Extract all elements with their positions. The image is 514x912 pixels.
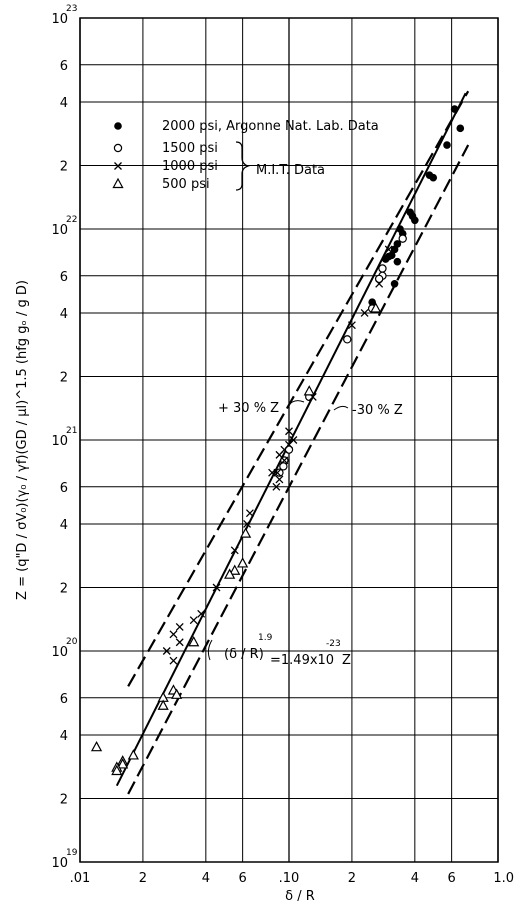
data-point bbox=[170, 657, 177, 664]
data-point bbox=[246, 510, 253, 517]
legend-entry-label: 500 psi bbox=[162, 177, 210, 192]
line-correlation bbox=[117, 93, 466, 785]
x-tick-label: .10 bbox=[278, 871, 300, 886]
data-point bbox=[170, 631, 177, 638]
y-tick-label: 4 bbox=[59, 517, 68, 533]
x-tick-label: 1.0 bbox=[493, 871, 514, 886]
legend-marker bbox=[114, 122, 122, 130]
y-tick-exponent: 22 bbox=[66, 215, 78, 225]
x-tick-label: 2 bbox=[347, 871, 357, 886]
x-tick-label: .01 bbox=[69, 871, 91, 886]
x-tick-label: 4 bbox=[410, 871, 419, 886]
y-tick-label: 2 bbox=[59, 581, 68, 597]
legend-entry-label: 1000 psi bbox=[162, 159, 218, 174]
y-tick-exponent: 21 bbox=[66, 426, 78, 436]
y-tick-label: 10 bbox=[51, 223, 68, 238]
data-point bbox=[391, 280, 399, 288]
data-point bbox=[399, 235, 406, 242]
legend bbox=[113, 119, 378, 192]
correlation-lines bbox=[117, 91, 468, 794]
y-tick-label: 6 bbox=[59, 691, 68, 707]
y-tick-label: 10 bbox=[51, 434, 68, 449]
data-point bbox=[176, 639, 183, 646]
data-point bbox=[429, 174, 437, 182]
formula-mid: =1.49x10 bbox=[270, 653, 335, 668]
y-tick-label: 4 bbox=[59, 306, 68, 322]
legend-entry-label: 2000 psi, Argonne Nat. Lab. Data bbox=[162, 119, 379, 134]
legend-marker bbox=[114, 144, 121, 151]
data-point bbox=[238, 558, 247, 567]
data-point bbox=[382, 255, 390, 263]
y-tick-label: 4 bbox=[59, 728, 68, 744]
y-tick-exponent: 19 bbox=[66, 848, 78, 858]
formula-left: (δ / R) bbox=[224, 647, 264, 662]
legend-entry-label: 1500 psi bbox=[162, 141, 218, 156]
data-point bbox=[394, 258, 402, 266]
data-point bbox=[344, 336, 351, 343]
y-tick-label: 10 bbox=[51, 12, 68, 27]
data-point bbox=[456, 125, 464, 133]
y-tick-label: 2 bbox=[59, 370, 68, 386]
y-tick-label: 4 bbox=[59, 95, 68, 111]
data-point bbox=[176, 623, 183, 630]
formula-exponent-2: -23 bbox=[326, 639, 341, 649]
annotation-minus-30: -30 % Z bbox=[352, 403, 403, 418]
legend-group-label: M.I.T. Data bbox=[256, 163, 326, 178]
annotation-plus-30: + 30 % Z bbox=[218, 401, 280, 416]
data-point bbox=[411, 216, 419, 224]
y-tick-exponent: 20 bbox=[66, 637, 78, 647]
x-tick-label: 4 bbox=[201, 871, 210, 886]
x-tick-label: 6 bbox=[447, 871, 456, 886]
data-point bbox=[92, 742, 101, 751]
data-point bbox=[190, 617, 197, 624]
x-tick-label: 2 bbox=[138, 871, 148, 886]
y-axis-label: Z = (q"D / σV₀)(γ₀ / γf)(GD / μl)^1.5 (hfg gₒ / g D) bbox=[15, 280, 30, 600]
data-point bbox=[276, 476, 283, 483]
legend-marker bbox=[115, 163, 122, 170]
y-tick-label: 2 bbox=[59, 159, 68, 175]
legend-brace bbox=[236, 142, 248, 190]
y-tick-label: 6 bbox=[59, 269, 68, 285]
data-point bbox=[305, 386, 314, 395]
x-axis-label: δ / R bbox=[285, 889, 315, 904]
x-tick-label: 6 bbox=[238, 871, 247, 886]
data-point bbox=[129, 750, 138, 759]
y-tick-label: 10 bbox=[51, 856, 68, 871]
legend-marker bbox=[113, 179, 122, 188]
y-tick-label: 6 bbox=[59, 58, 68, 74]
y-tick-label: 6 bbox=[59, 480, 68, 496]
annotation-minus-leader bbox=[334, 406, 348, 410]
data-point bbox=[379, 265, 386, 272]
y-tick-exponent: 23 bbox=[66, 4, 78, 14]
y-tick-label: 10 bbox=[51, 645, 68, 660]
formula-leader bbox=[208, 640, 212, 660]
data-point bbox=[451, 105, 459, 113]
formula-exponent: 1.9 bbox=[258, 633, 273, 643]
formula-right: Z bbox=[342, 653, 351, 668]
annotations bbox=[208, 401, 402, 668]
data-point bbox=[443, 141, 451, 149]
y-tick-label: 2 bbox=[59, 792, 68, 808]
